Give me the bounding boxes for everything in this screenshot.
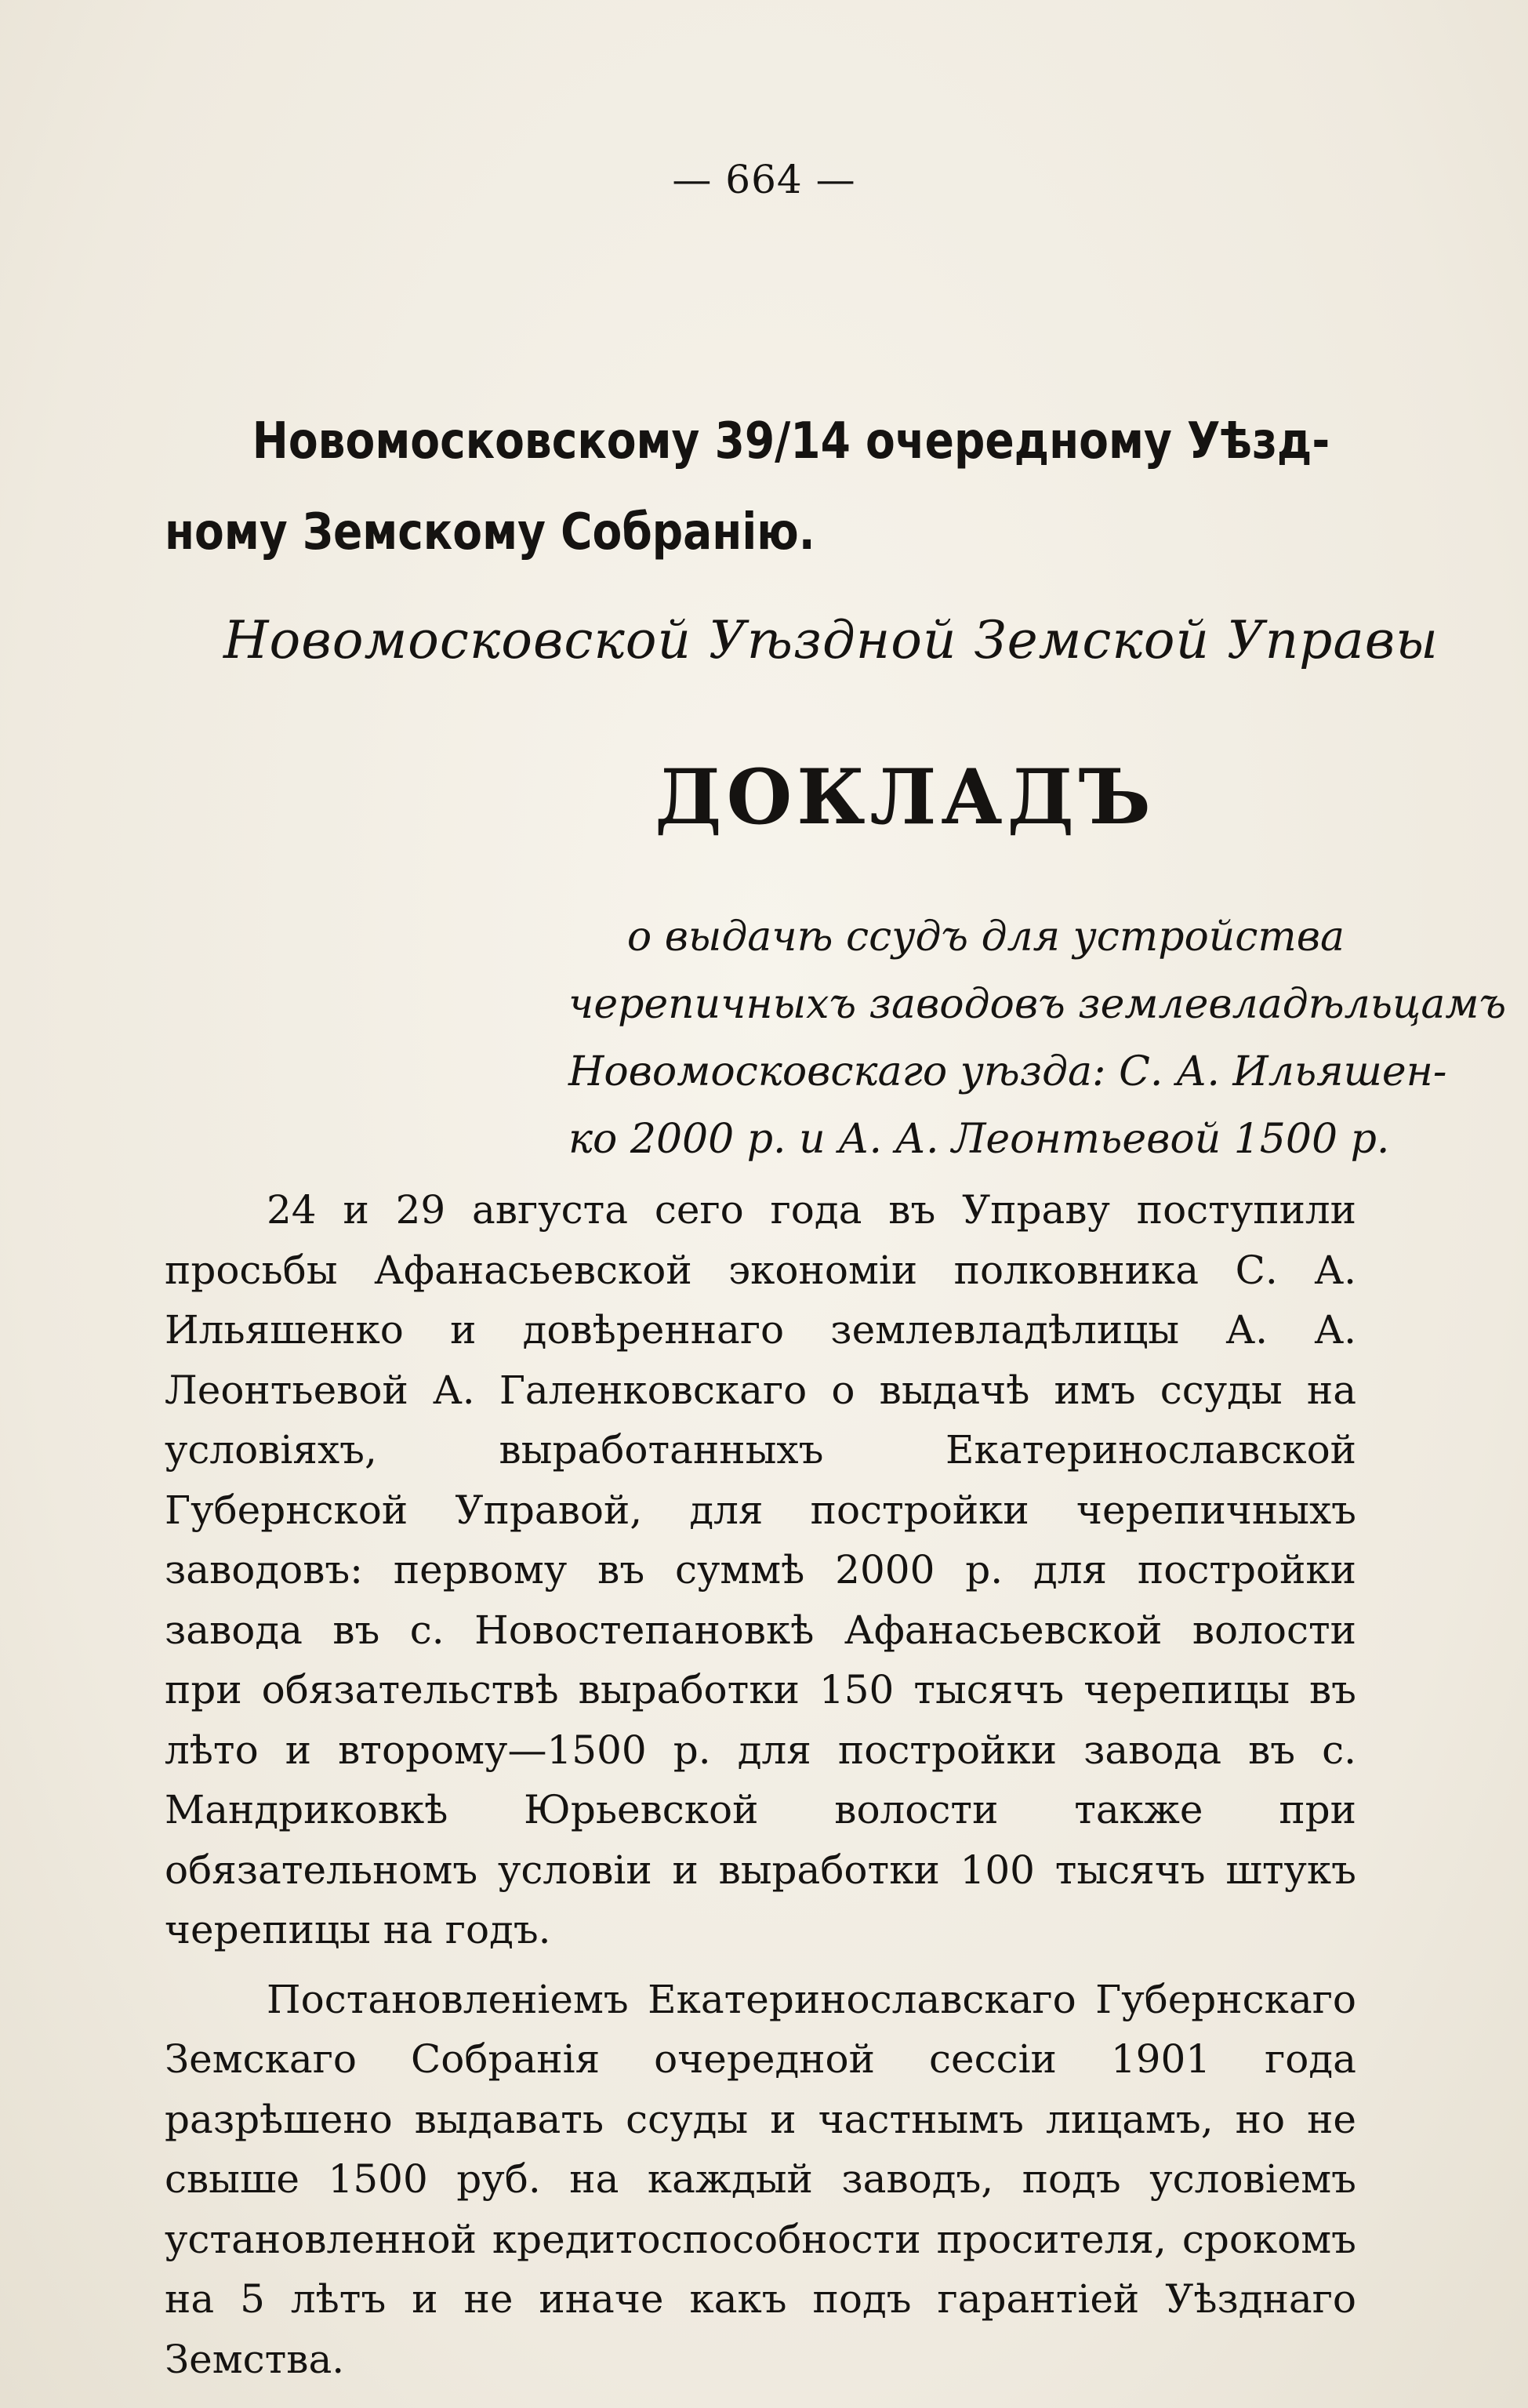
subject-line: ко 2000 р. и А. А. Леонтьевой 1500 р. — [568, 1116, 1390, 1163]
subject-line: о выдачѣ ссудъ для устройства — [626, 913, 1345, 961]
subject-line: Новомосковскаго уѣзда: С. А. Ильяшен- — [568, 1048, 1447, 1095]
document-subject — [568, 903, 1507, 1173]
page-number: — 664 — — [672, 157, 856, 202]
document-title: ДОКЛАДЪ — [655, 753, 1156, 841]
body-paragraph: 24 и 29 августа сего года въ Управу поступили просьбы Афанасьевской экономіи полковника С. А. Ильяшенко и довѣреннаго землевладѣлицы А. А. Леонтьевой А. Галенковскаго о выдачѣ имъ ссуды на условіяхъ, выработанныхъ Екатеринославской Губернской Управой, для постройки черепичныхъ заводовъ: первому въ суммѣ 2000 р. для постройки завода въ с. Новостепановкѣ Афанасьевской волости при обязательствѣ выработки 150 тысячъ черепицы въ лѣто и второму—1500 р. для постройки завода въ с. Мандриковкѣ Юрьевской волости также при обязательномъ условіи и выработки 100 тысячъ штукъ черепицы на годъ. — [165, 1187, 1356, 1952]
document-address — [165, 396, 1358, 578]
address-line-1: Новомосковскому 39/14 очередному Уѣзд- — [252, 412, 1330, 470]
subject-line: черепичныхъ заводовъ землевладѣльцамъ — [568, 981, 1507, 1028]
document-body — [165, 1180, 1356, 2389]
issuing-board: Новомосковской Уѣздной Земской Управы — [223, 610, 1439, 670]
body-paragraph: Постановленіемъ Екатеринославскаго Губернскаго Земскаго Собранія очередной сессіи 1901 года разрѣшено выдавать ссуды и частнымъ лицамъ, но не свыше 1500 руб. на каждый заводъ, подъ условіемъ установленной кредитоспособности просителя, срокомъ на 5 лѣтъ и не иначе какъ подъ гарантіей Уѣзднаго Земства. — [165, 1976, 1356, 2382]
address-line-2: ному Земскому Собранію. — [165, 503, 815, 561]
